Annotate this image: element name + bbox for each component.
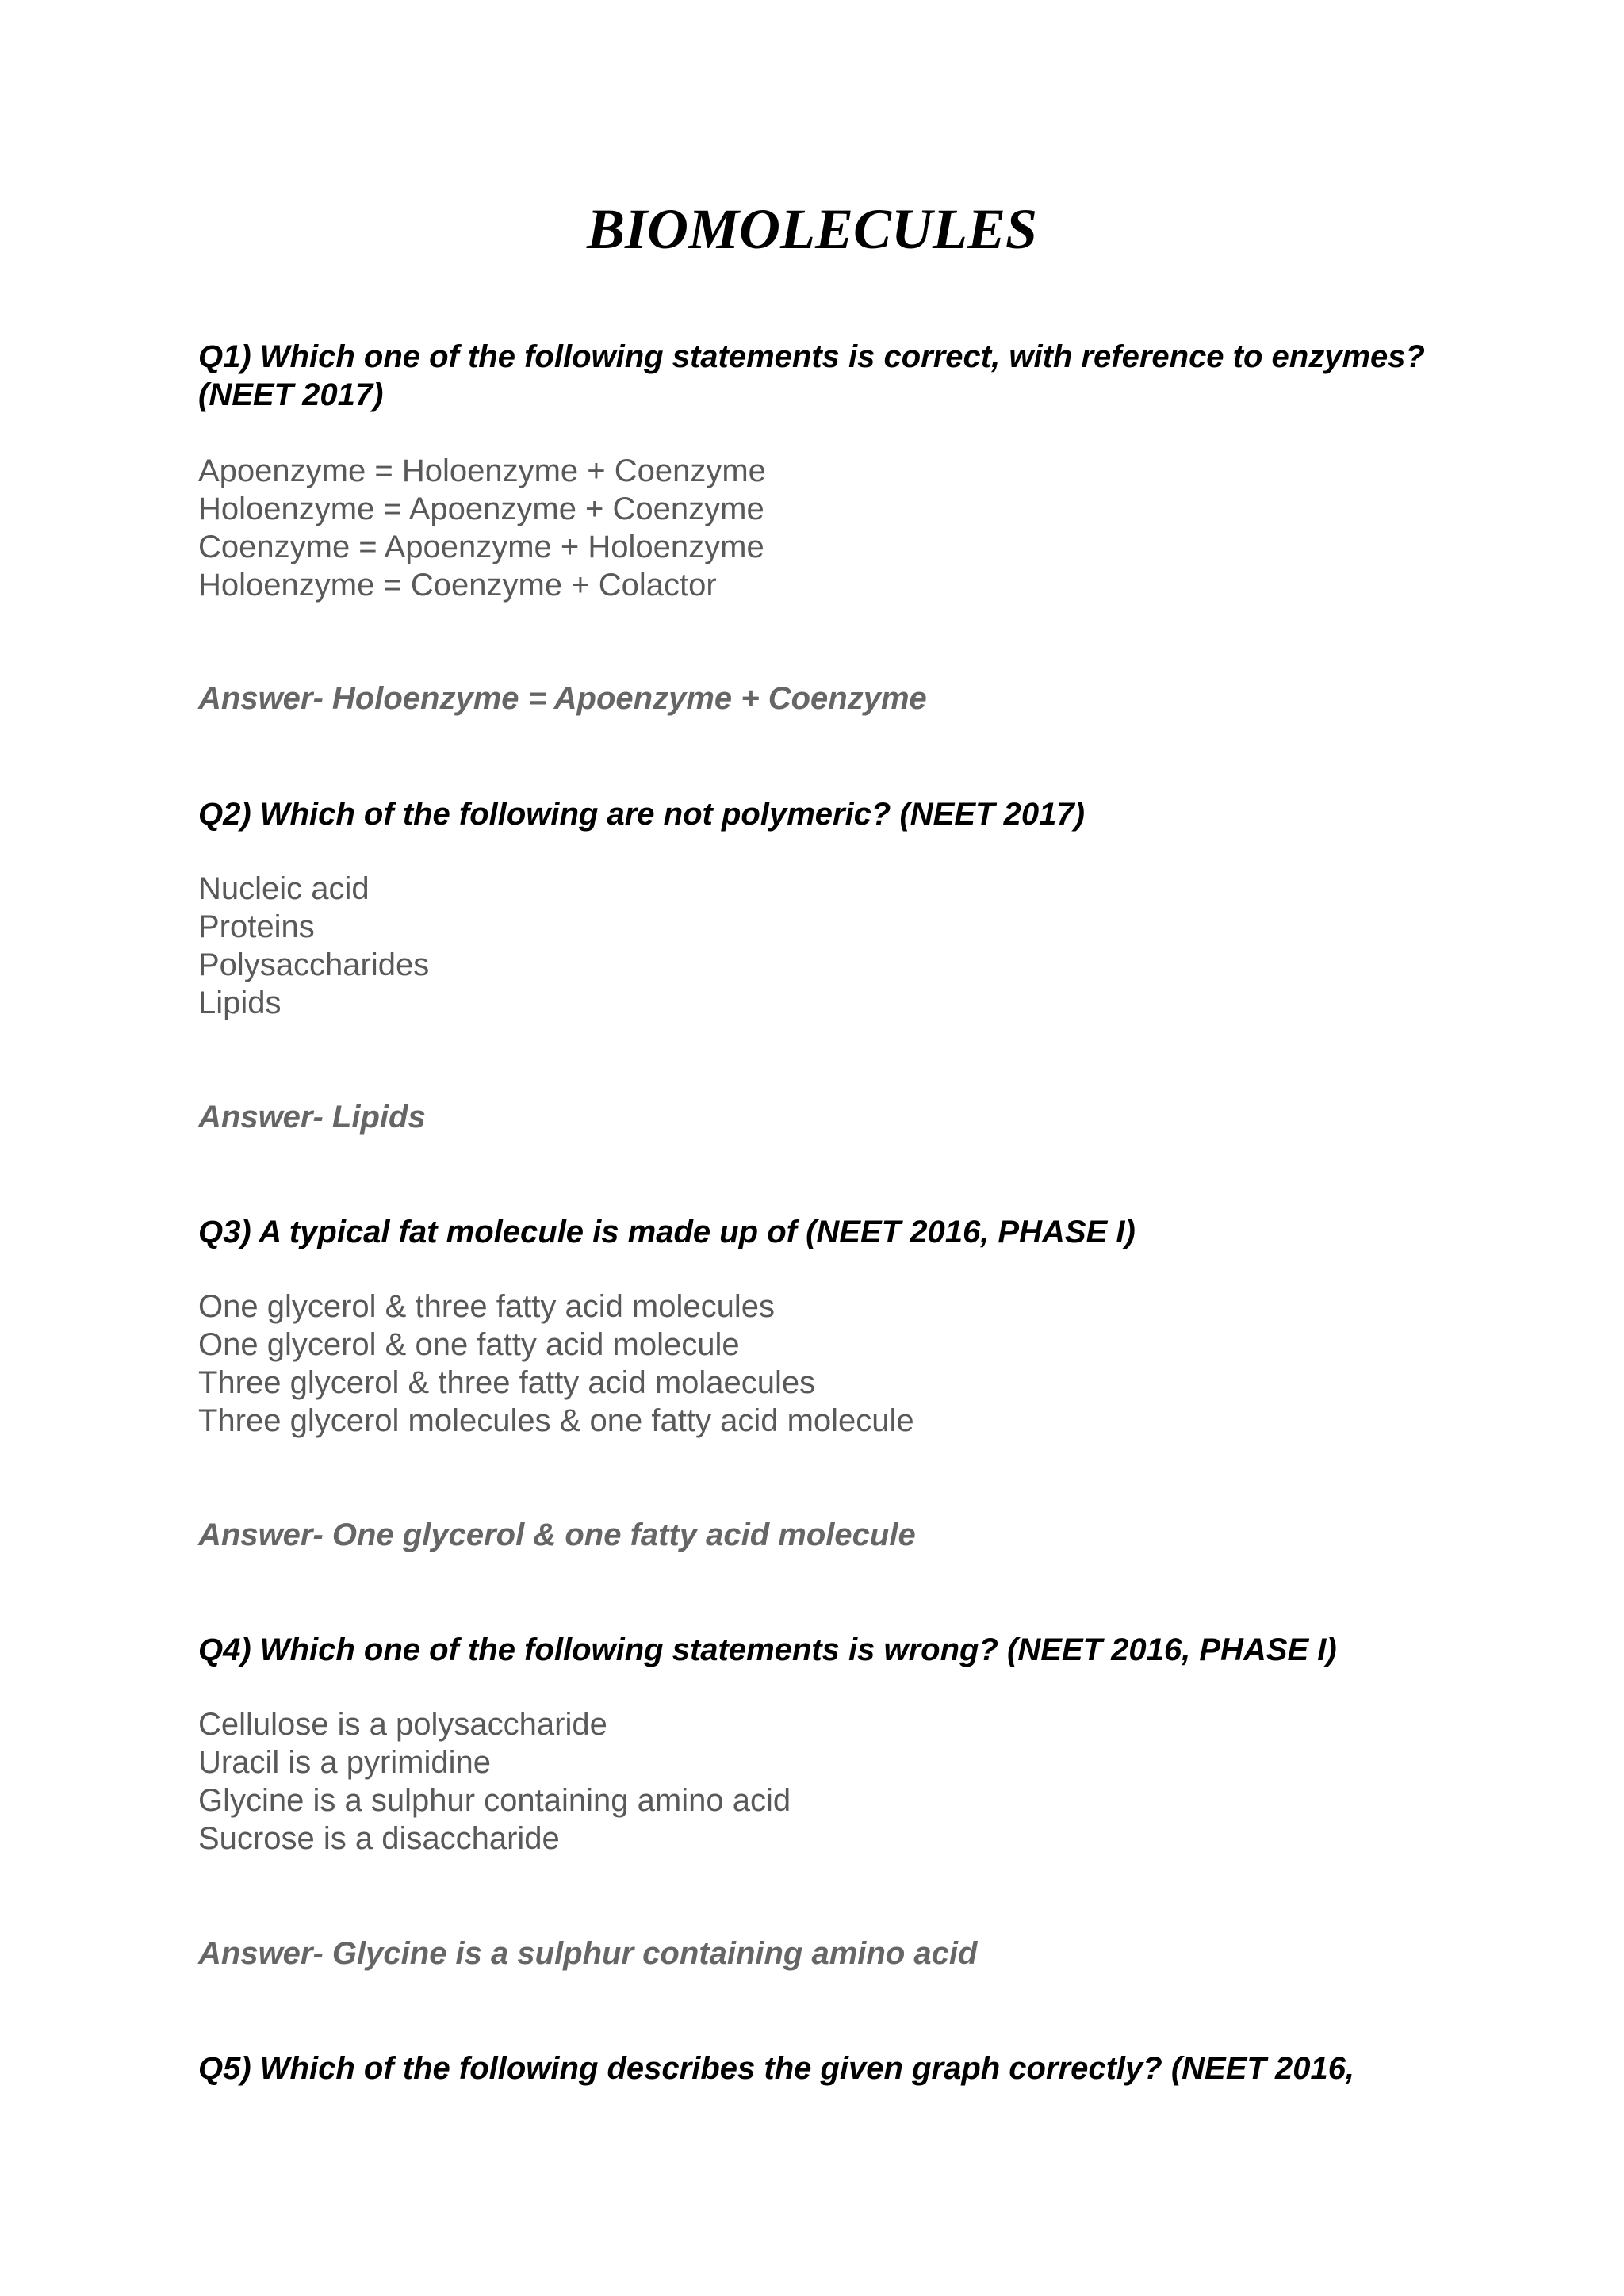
page-title: BIOMOLECULES: [586, 197, 1038, 261]
question-2-text: Q2) Which of the following are not polymeric? (NEET 2017): [198, 797, 1085, 832]
option-item: Uracil is a pyrimidine: [198, 1745, 491, 1780]
question-2-answer: Answer- Lipids: [198, 1100, 426, 1135]
option-item: Holoenzyme = Apoenzyme + Coenzyme: [198, 492, 764, 526]
option-item: Three glycerol & three fatty acid molaecules: [198, 1365, 816, 1400]
option-item: Three glycerol molecules & one fatty acid molecule: [198, 1403, 914, 1438]
question-4-options: [198, 1705, 1435, 1858]
question-5-text: Q5) Which of the following describes the given graph correctly? (NEET 2016,: [198, 2051, 1355, 2086]
option-item: Nucleic acid: [198, 871, 370, 906]
option-item: Cellulose is a polysaccharide: [198, 1707, 607, 1742]
option-item: Coenzyme = Apoenzyme + Holoenzyme: [198, 530, 764, 564]
option-item: Apoenzyme = Holoenzyme + Coenzyme: [198, 453, 766, 488]
question-1-options: [198, 452, 1435, 604]
question-1-text: Q1) Which one of the following statements is correct, with reference to enzymes? (NEET 2017): [198, 339, 1425, 412]
option-item: One glycerol & three fatty acid molecules: [198, 1289, 776, 1324]
option-item: Glycine is a sulphur containing amino acid: [198, 1783, 791, 1818]
option-item: Lipids: [198, 985, 282, 1020]
option-item: One glycerol & one fatty acid molecule: [198, 1327, 740, 1362]
question-1-answer: Answer- Holoenzyme = Apoenzyme + Coenzyme: [198, 681, 927, 716]
question-2-options: [198, 870, 1435, 1022]
option-item: Polysaccharides: [198, 947, 430, 982]
question-4-answer: Answer- Glycine is a sulphur containing amino acid: [198, 1936, 978, 1971]
question-3-answer: Answer- One glycerol & one fatty acid molecule: [198, 1517, 916, 1552]
question-3-options: [198, 1288, 1435, 1440]
option-item: Holoenzyme = Coenzyme + Colactor: [198, 568, 717, 603]
question-4-text: Q4) Which one of the following statements is wrong? (NEET 2016, PHASE I): [198, 1632, 1337, 1667]
question-3-text: Q3) A typical fat molecule is made up of (NEET 2016, PHASE I): [198, 1215, 1136, 1249]
option-item: Proteins: [198, 909, 315, 944]
option-item: Sucrose is a disaccharide: [198, 1821, 560, 1856]
